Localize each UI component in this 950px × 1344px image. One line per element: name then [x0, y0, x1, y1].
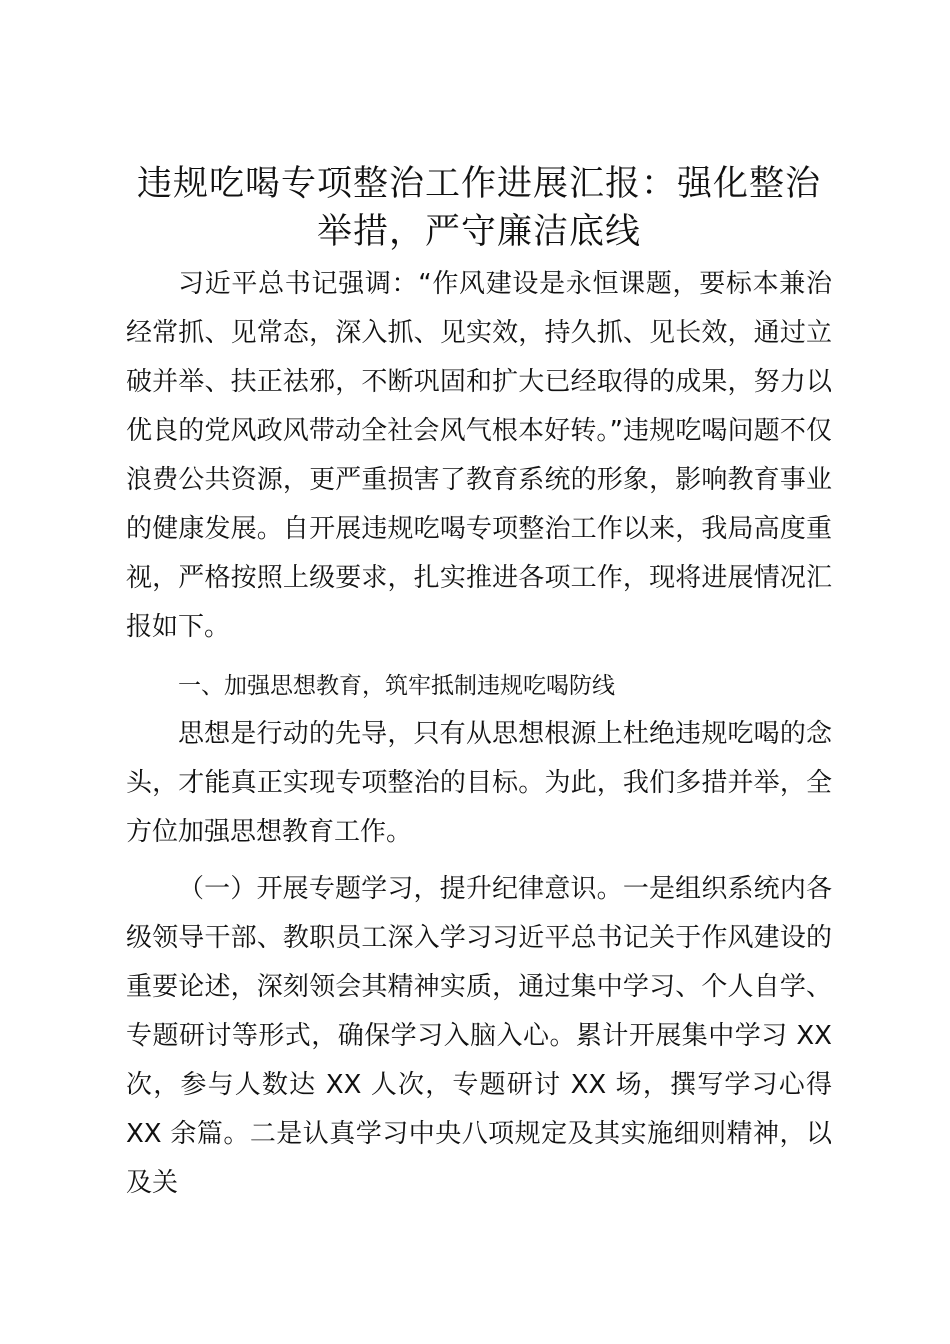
spacer — [126, 857, 832, 865]
section-heading: 一、加强思想教育，筑牢抵制违规吃喝防线 — [178, 673, 615, 699]
document-page — [126, 160, 832, 1208]
document-title: 违规吃喝专项整治工作进展汇报：强化整治举措，严守廉洁底线 — [136, 164, 821, 252]
intro-paragraph: 习近平总书记强调：“作风建设是永恒课题，要标本兼治经常抓、见常态，深入抓、见实效，持久抓、见长效，通过立破并举、扶正祛邪，不断巩固和扩大已经取得的成果，努力以优良的党风政风带动全社会风气根本好转。”违规吃喝问题不仅浪费公共资源，更严重损害了教育系统的形象，影响教育事业的健康发展。自开展违规吃喝专项整治工作以来，我局高度重视，严格按照上级要求，扎实推进各项工作，现将进展情况汇报如下。 — [126, 269, 832, 642]
body-paragraph: 思想是行动的先导，只有从思想根源上杜绝违规吃喝的念头，才能真正实现专项整治的目标。为此，我们多措并举，全方位加强思想教育工作。 — [126, 719, 832, 847]
spacer — [126, 652, 832, 660]
body-paragraph: （一）开展专题学习，提升纪律意识。一是组织系统内各级领导干部、教职员工深入学习习近平总书记关于作风建设的重要论述，深刻领会其精神实质，通过集中学习、个人自学、专题研讨等形式，确保学习入脑入心。累计开展集中学习 XX 次，参与人数达 XX 人次，专题研讨 XX 场，撰写学习心得 XX 余篇。二是认真学习中央八项规定及其实施细则精神，以及关 — [126, 874, 832, 1198]
